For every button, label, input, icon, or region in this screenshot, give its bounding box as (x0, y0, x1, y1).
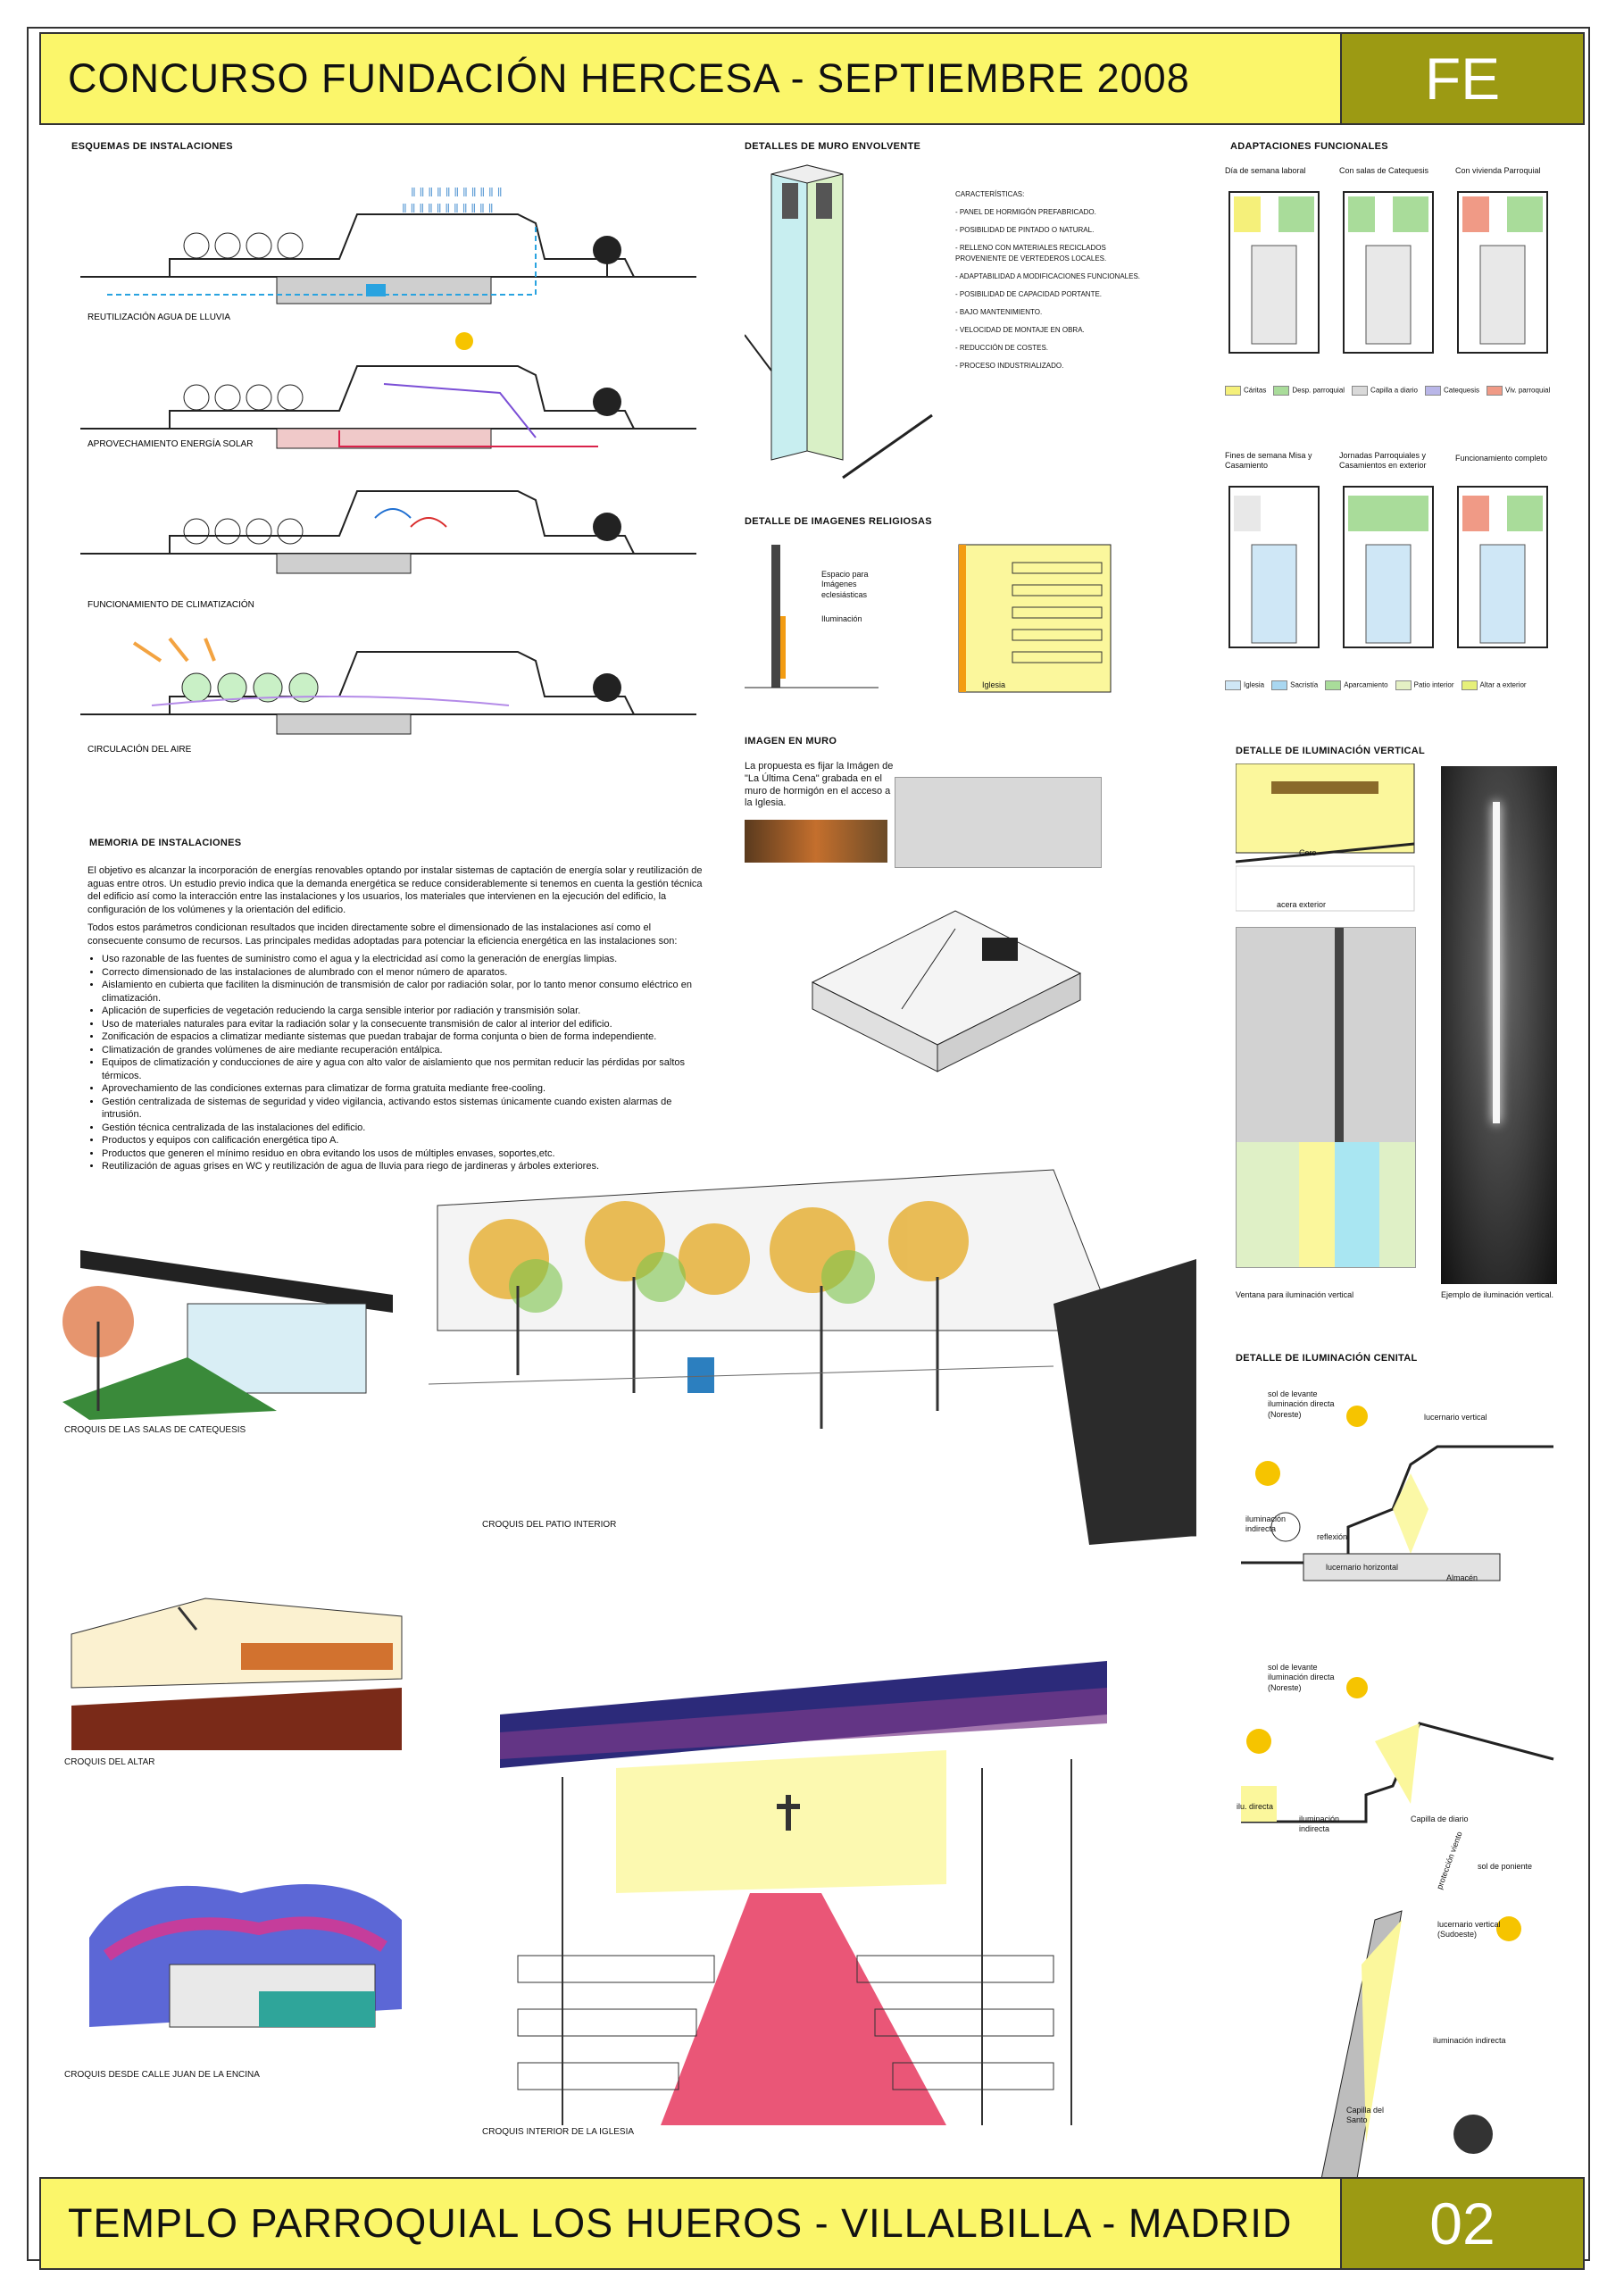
imagen-muro-title: IMAGEN EN MURO (745, 736, 837, 747)
header-bar (39, 32, 1585, 125)
memoria-item: • Uso razonable de las fuentes de suministro como el agua y la electricidad así como la generación de energías limpias. (102, 953, 704, 966)
last-supper-image (745, 820, 887, 863)
label-ventana: Ventana para iluminación vertical (1236, 1290, 1354, 1299)
memoria-item: • Reutilización de aguas grises en WC y reutilización de agua de lluvia para riego de jardineras y árboles exteriores. (102, 1160, 704, 1173)
memoria-title: MEMORIA DE INSTALACIONES (89, 838, 242, 848)
muro-panel-drawing (745, 156, 950, 496)
caracteristica-item: - VELOCIDAD DE MONTAJE EN OBRA. (955, 326, 1085, 334)
adapt-label-2: Con salas de Catequesis (1339, 166, 1429, 175)
legend-item: Cáritas (1225, 386, 1266, 396)
header-title: CONCURSO FUNDACIÓN HERCESA - SEPTIEMBRE 2008 (41, 34, 1340, 123)
label-rainwater: REUTILIZACIÓN AGUA DE LLUVIA (87, 313, 231, 322)
section-solar (80, 332, 696, 449)
memoria-item: • Gestión técnica centralizada de las instalaciones del edificio. (102, 1122, 704, 1135)
label-coro: Coro (1299, 848, 1317, 857)
sketch-calle (62, 1831, 420, 2054)
cenital-sections (1232, 1375, 1562, 2286)
caracteristica-item: - PANEL DE HORMIGÓN PREFABRICADO. (955, 208, 1096, 216)
legend-item: Altar a exterior (1462, 680, 1527, 690)
vertical-window-elevation (1236, 927, 1416, 1268)
caracteristica-item: - REDUCCIÓN DE COSTES. (955, 344, 1049, 352)
legend-item: Iglesia (1225, 680, 1264, 690)
plans-row-1 (1225, 183, 1564, 362)
label-climate: FUNCIONAMIENTO DE CLIMATIZACIÓN (87, 600, 254, 610)
caption-calle: CROQUIS DESDE CALLE JUAN DE LA ENCINA (64, 2070, 260, 2080)
footer-tag: 02 (1340, 2179, 1583, 2268)
caracteristica-item: - RELLENO CON MATERIALES RECICLADOS PROVENIENTE DE VERTEDEROS LOCALES. (955, 244, 1107, 263)
caption-interior: CROQUIS INTERIOR DE LA IGLESIA (482, 2127, 635, 2137)
caracteristica-item: - BAJO MANTENIMIENTO. (955, 308, 1043, 316)
plans-row-2 (1225, 482, 1564, 661)
memoria-list (87, 953, 704, 1173)
memoria-item: • Zonificación de espacios a climatizar mediante sistemas que puedan trabajar de forma conjunta o bien de forma independiente. (102, 1030, 704, 1044)
label-solar: APROVECHAMIENTO ENERGÍA SOLAR (87, 439, 254, 449)
label-ejemplo: Ejemplo de iluminación vertical. (1441, 1290, 1554, 1299)
memoria-item: • Gestión centralizada de sistemas de seguridad y video vigilancia, activando estos sistemas únicamente cuando existen alarmas de intrusión. (102, 1096, 704, 1122)
muro-title: DETALLES DE MURO ENVOLVENTE (745, 141, 921, 152)
label-sol-poniente: sol de poniente (1478, 1862, 1533, 1871)
legend-item: Capilla a diario (1352, 386, 1418, 396)
memoria-item: • Uso de materiales naturales para evitar la radiación solar y la consecuente transmisión de calor al interior del edificio. (102, 1018, 704, 1031)
sketch-catequesis (54, 1223, 411, 1420)
label-iglesia: Iglesia (982, 680, 1006, 689)
caracteristicas (955, 189, 1143, 379)
footer-title: TEMPLO PARROQUIAL LOS HUEROS - VILLALBILLA - MADRID (41, 2179, 1340, 2268)
label-ilum-indirecta-3: iluminación indirecta (1433, 2036, 1506, 2045)
imagenes-title: DETALLE DE IMAGENES RELIGIOSAS (745, 516, 932, 527)
memoria-text (87, 864, 704, 1173)
label-proteccion: protección viento (1435, 1830, 1464, 1891)
section-air (80, 638, 696, 755)
memoria-intro: El objetivo es alcanzar la incorporación de energías renovables optando por instalar sistemas de captación de energía solar y reutilización de aguas entre otros. Un estudio previo indica que la demanda energética se reduce considerablemente si tenemos en cuenta la gestión técnica del edificio así como la interacción entre las instalaciones y los usuarios, los materiales que intervienen en la ejecución del edificio, la configuración de los volúmenes y la orientación del edificio. (87, 865, 703, 915)
caracteristica-item: - PROCESO INDUSTRIALIZADO. (955, 362, 1064, 370)
memoria-item: • Aprovechamiento de las condiciones externas para climatizar de forma gratuita mediante free-cooling. (102, 1082, 704, 1096)
caracteristicas-title: CARACTERÍSTICAS: (955, 190, 1025, 198)
label-sol-levante-1: sol de levante iluminación directa (Noreste) (1268, 1389, 1335, 1419)
installation-sections (71, 161, 714, 804)
label-reflexion-1: reflexión (1317, 1532, 1348, 1541)
legend-item: Viv. parroquial (1487, 386, 1550, 396)
sketch-interior (482, 1661, 1107, 2134)
section-rainwater (80, 185, 696, 322)
memoria-item: • Climatización de grandes volúmenes de aire mediante recuperación entálpica. (102, 1044, 704, 1057)
adapt-label-1: Día de semana laboral (1225, 166, 1306, 175)
adapt-label-4: Fines de semana Misa y Casamiento (1225, 451, 1312, 471)
adapt-label-6: Funcionamiento completo (1455, 454, 1548, 463)
label-capilla-diario: Capilla de diario (1411, 1815, 1469, 1823)
legend-item: Patio interior (1395, 680, 1454, 690)
footer-bar (39, 2177, 1585, 2270)
coro-section (1236, 763, 1423, 915)
memoria-item: • Aislamiento en cubierta que faciliten la disminución de transmisión de calor por radiación solar, por lo tanto menor consumo eléctrico en climatización. (102, 979, 704, 1005)
label-lucernario-horizontal: lucernario horizontal (1326, 1563, 1399, 1572)
svg-text:‖ ‖ ‖ ‖ ‖ ‖ ‖ ‖ ‖ ‖ ‖: ‖ ‖ ‖ ‖ ‖ ‖ ‖ ‖ ‖ ‖ ‖ (411, 185, 503, 199)
section-climate (80, 491, 696, 610)
vertical-light-photo (1441, 766, 1557, 1284)
memoria-item: • Aplicación de superficies de vegetación reduciendo la carga sensible interior por radiación y transmisión solar. (102, 1005, 704, 1018)
caption-altar: CROQUIS DEL ALTAR (64, 1757, 155, 1767)
legend-item: Aparcamiento (1325, 680, 1387, 690)
memoria-intro2: Todos estos parámetros condicionan resultados que inciden directamente sobre el dimensionado de las instalaciones así como el consecuente consumo de recursos. Las principales medidas adoptadas para potenciar la eficiencia energética en las instalaciones son: (87, 922, 678, 947)
label-lucernario-sudoeste: lucernario vertical (Sudoeste) (1437, 1920, 1501, 1940)
label-ilum-indirecta-1: iluminación indirecta (1245, 1514, 1287, 1534)
caption-patio: CROQUIS DEL PATIO INTERIOR (482, 1520, 617, 1530)
memoria-item: • Productos y equipos con calificación energética tipo A. (102, 1134, 704, 1147)
legend-item: Catequesis (1425, 386, 1479, 396)
caracteristica-item: - POSIBILIDAD DE CAPACIDAD PORTANTE. (955, 290, 1103, 298)
adaptaciones-title: ADAPTACIONES FUNCIONALES (1230, 141, 1388, 152)
svg-text:‖ ‖ ‖ ‖ ‖ ‖ ‖ ‖ ‖ ‖ ‖: ‖ ‖ ‖ ‖ ‖ ‖ ‖ ‖ ‖ ‖ ‖ (402, 201, 494, 215)
adapt-label-5: Jornadas Parroquiales y Casamientos en exterior (1339, 451, 1427, 471)
label-lucernario-vertical: lucernario vertical (1424, 1413, 1487, 1422)
label-ilu-directa: ilu. directa (1237, 1802, 1274, 1811)
legend-item: Sacristía (1271, 680, 1318, 690)
imagen-muro-text: La propuesta es fijar la Imágen de "La Última Cena" grabada en el muro de hormigón en el acceso a la Iglesia. (745, 761, 894, 809)
label-sol-levante-2: sol de levante iluminación directa (Noreste) (1268, 1663, 1335, 1692)
esquemas-title: ESQUEMAS DE INSTALACIONES (71, 141, 233, 152)
sketch-altar (62, 1581, 411, 1759)
legend-row-1 (1225, 386, 1550, 396)
legend-item: Desp. parroquial (1273, 386, 1345, 396)
memoria-item: • Productos que generen el mínimo residuo en obra evitando los usos de múltiples envases, soportes,etc. (102, 1147, 704, 1161)
label-iluminacion: Iluminación (821, 614, 862, 623)
legend-row-2 (1225, 680, 1527, 690)
sketch-patio (429, 1161, 1196, 1545)
memoria-item: • Correcto dimensionado de las instalaciones de alumbrado con el menor número de aparatos. (102, 966, 704, 980)
label-ilum-indirecta-2: iluminación indirecta (1299, 1815, 1340, 1834)
label-air: CIRCULACIÓN DEL AIRE (87, 745, 192, 755)
imagenes-drawing (745, 536, 1120, 697)
memoria-item: • Equipos de climatización y conducciones de aire y agua con alto valor de aislamiento que nos permitan reducir las pérdidas por saltos térmicos. (102, 1056, 704, 1082)
label-capilla-santo: Capilla del Santo (1346, 2106, 1385, 2125)
ilum-cenital-title: DETALLE DE ILUMINACIÓN CENITAL (1236, 1353, 1418, 1364)
label-espacio: Espacio para Imágenes eclesiásticas (821, 570, 869, 599)
label-acera: acera exterior (1277, 900, 1327, 909)
caracteristica-item: - ADAPTABILIDAD A MODIFICACIONES FUNCIONALES. (955, 272, 1141, 280)
ilum-vertical-title: DETALLE DE ILUMINACIÓN VERTICAL (1236, 746, 1425, 756)
adapt-label-3: Con vivienda Parroquial (1455, 166, 1541, 175)
label-almacen: Almacén (1446, 1573, 1478, 1582)
header-tag: FE (1340, 34, 1583, 123)
caracteristica-item: - POSIBILIDAD DE PINTADO O NATURAL. (955, 226, 1095, 234)
axonometric-drawing (777, 875, 1089, 1089)
caption-catequesis: CROQUIS DE LAS SALAS DE CATEQUESIS (64, 1425, 246, 1435)
engraved-wall-image (895, 777, 1102, 868)
